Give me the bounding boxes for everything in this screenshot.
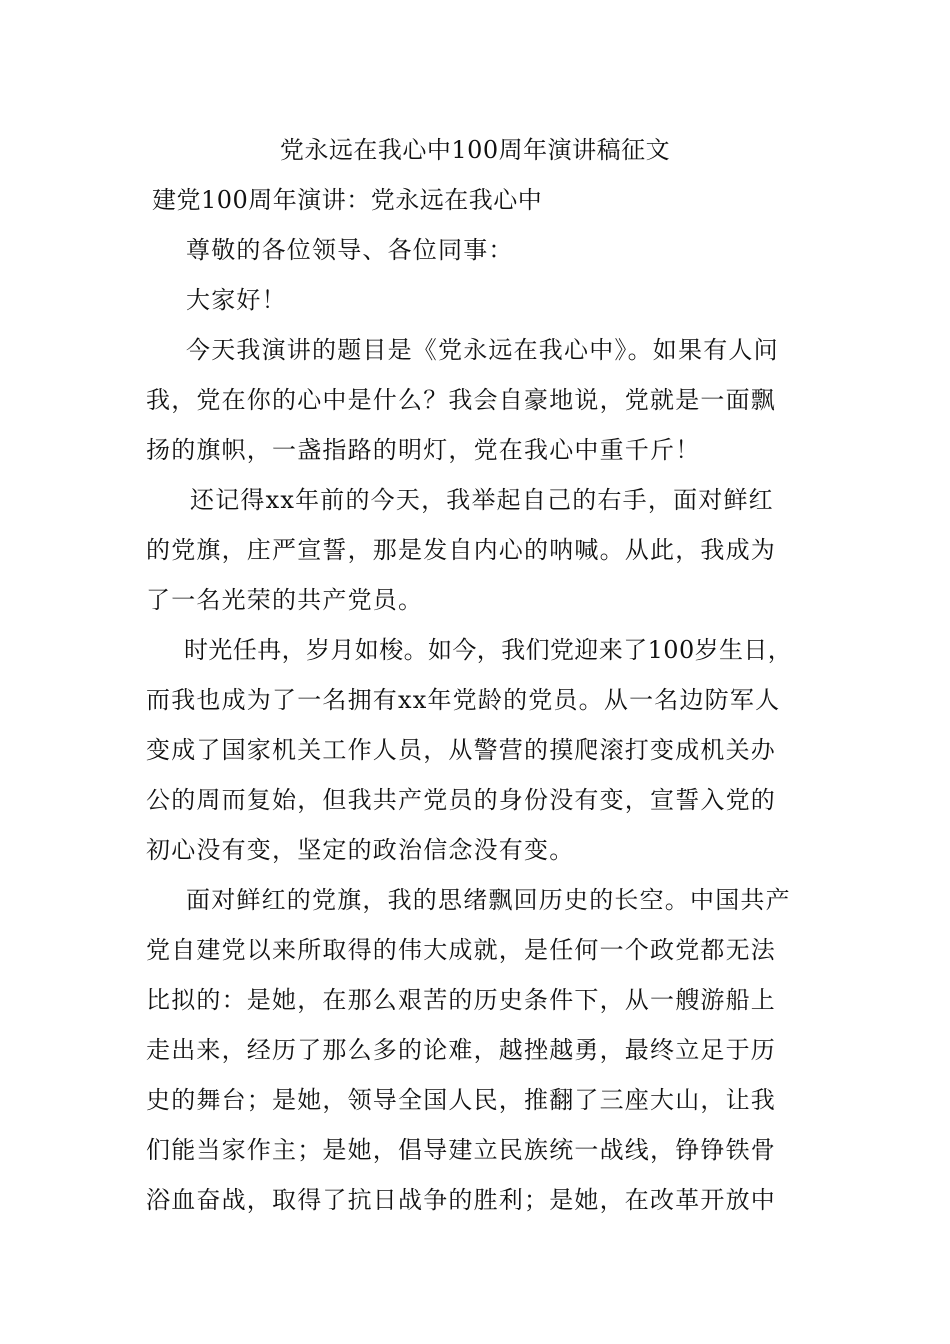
- text-line: 初心没有变，坚定的政治信念没有变。: [146, 836, 575, 864]
- document-title: 党永远在我心中100周年演讲稿征文: [279, 136, 671, 164]
- hello-line: 大家好！: [186, 286, 287, 314]
- text-line: 比拟的：是她，在那么艰苦的历史条件下，从一艘游船上: [146, 986, 776, 1014]
- text-line: 们能当家作主；是她，倡导建立民族统一战线，铮铮铁骨: [146, 1136, 776, 1164]
- text-line: 还记得xx年前的今天，我举起自己的右手，面对鲜红: [190, 486, 774, 514]
- text-line: 史的舞台；是她，领导全国人民，推翻了三座大山，让我: [146, 1086, 776, 1114]
- text-line: 了一名光荣的共产党员。: [146, 586, 424, 614]
- text-line: 党自建党以来所取得的伟大成就，是任何一个政党都无法: [146, 936, 776, 964]
- text-line: 扬的旗帜，一盏指路的明灯，党在我心中重千斤！: [146, 436, 701, 464]
- text-line: 而我也成为了一名拥有xx年党龄的党员。从一名边防军人: [146, 686, 781, 714]
- text-line: 变成了国家机关工作人员，从警营的摸爬滚打变成机关办: [146, 736, 776, 764]
- text-line: 时光任冉，岁月如梭。如今，我们党迎来了100岁生日，: [184, 636, 793, 664]
- text-line: 我，党在你的心中是什么？我会自豪地说，党就是一面飘: [146, 386, 776, 414]
- text-line: 浴血奋战，取得了抗日战争的胜利；是她，在改革开放中: [146, 1186, 776, 1214]
- text-line: 今天我演讲的题目是《党永远在我心中》。如果有人问: [186, 336, 779, 364]
- greeting-line: 尊敬的各位领导、各位同事：: [186, 236, 514, 264]
- text-line: 公的周而复始，但我共产党员的身份没有变，宣誓入党的: [146, 786, 776, 814]
- document-subtitle: 建党100周年演讲：党永远在我心中: [152, 186, 543, 214]
- text-line: 走出来，经历了那么多的论难，越挫越勇，最终立足于历: [146, 1036, 776, 1064]
- text-line: 面对鲜红的党旗，我的思绪飘回历史的长空。中国共产: [186, 886, 791, 914]
- text-line: 的党旗，庄严宣誓，那是发自内心的呐喊。从此，我成为: [146, 536, 776, 564]
